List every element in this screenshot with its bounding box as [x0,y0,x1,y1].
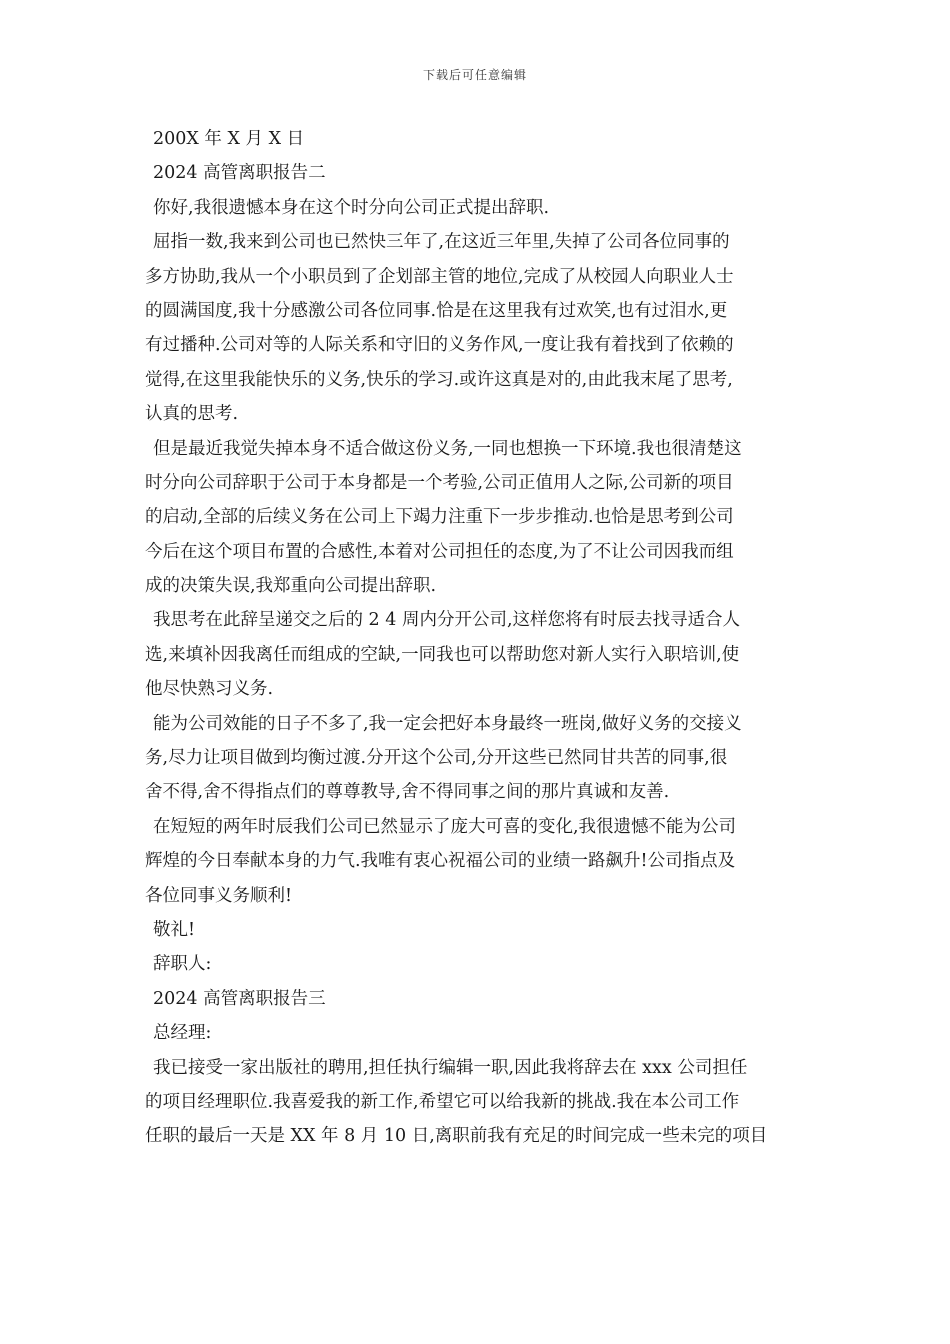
document-body [145,122,810,1154]
text-line: 但是最近我觉失掉本身不适合做这份义务,一同也想换一下环境.我也很清楚这 [153,438,742,459]
text-line: 2024 高管离职报告二 [153,163,326,184]
text-line: 你好,我很遗憾本身在这个时分向公司正式提出辞职. [153,197,550,218]
text-line: 务,尽力让项目做到均衡过渡.分开这个公司,分开这些已然同甘共苦的同事,很 [145,748,728,769]
text-line: 认真的思考. [145,404,239,425]
text-line: 200X 年 X 月 X 日 [153,129,305,149]
text-line: 他尽快熟习义务. [145,679,274,700]
text-line: 敬礼! [153,919,196,940]
text-line: 多方协助,我从一个小职员到了企划部主管的地位,完成了从校园人向职业人士 [145,266,734,287]
text-line: 的项目经理职位.我喜爱我的新工作,希望它可以给我新的挑战.我在本公司工作 [145,1091,740,1112]
text-line: 在短短的两年时辰我们公司已然显示了庞大可喜的变化,我很遗憾不能为公司 [153,816,737,837]
text-line: 总经理: [153,1023,212,1044]
text-line: 我思考在此辞呈递交之后的 2 4 周内分开公司,这样您将有时辰去找寻适合人 [153,610,741,631]
text-line: 各位同事义务顺利! [145,885,293,906]
text-line: 的启动,全部的后续义务在公司上下竭力注重下一步步推动.也恰是思考到公司 [145,507,734,528]
text-line: 能为公司效能的日子不多了,我一定会把好本身最终一班岗,做好义务的交接义 [153,713,742,734]
text-line: 的圆满国度,我十分感激公司各位同事.恰是在这里我有过欢笑,也有过泪水,更 [145,300,728,321]
text-line: 2024 高管离职报告三 [153,988,326,1009]
text-line: 选,来填补因我离任而组成的空缺,一同我也可以帮助您对新人实行入职培训,使 [145,644,740,665]
text-line: 任职的最后一天是 XX 年 8 月 10 日,离职前我有充足的时间完成一些未完的项目 [145,1126,768,1147]
text-line: 今后在这个项目布置的合感性,本着对公司担任的态度,为了不让公司因我而组 [145,541,734,562]
text-line: 舍不得,舍不得指点们的尊尊教导,舍不得同事之间的那片真诚和友善. [145,782,670,803]
text-line: 屈指一数,我来到公司也已然快三年了,在这近三年里,失掉了公司各位同事的 [153,232,730,253]
text-line: 辞职人: [153,954,212,975]
text-line: 时分向公司辞职于公司于本身都是一个考验,公司正值用人之际,公司新的项目 [145,472,734,493]
text-line: 我已接受一家出版社的聘用,担任执行编辑一职,因此我将辞去在 xxx 公司担任 [153,1057,748,1078]
header-note: 下载后可任意编辑 [422,68,527,82]
text-line: 成的决策失误,我郑重向公司提出辞职. [145,576,437,597]
text-line: 觉得,在这里我能快乐的义务,快乐的学习.或许这真是对的,由此我末尾了思考, [145,369,733,390]
text-line: 辉煌的今日奉献本身的力气.我唯有衷心祝福公司的业绩一路飙升!公司指点及 [145,851,736,872]
text-line: 有过播种.公司对等的人际关系和守旧的义务作风,一度让我有着找到了依赖的 [145,335,734,356]
